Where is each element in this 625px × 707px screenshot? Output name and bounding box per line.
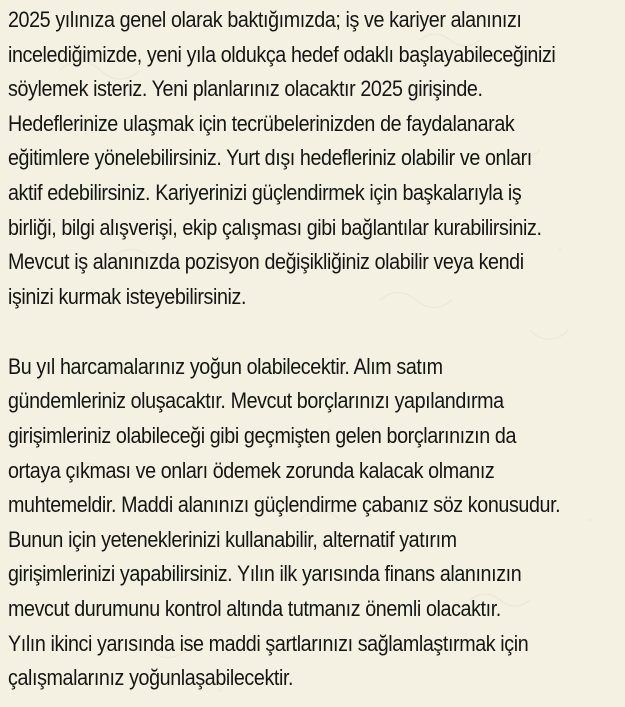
article-body bbox=[8, 3, 561, 696]
paragraph-line: gündemleriniz oluşacaktır. Mevcut borçlarınızı yapılandırma bbox=[8, 388, 504, 414]
paragraph-line: işinizi kurmak isteyebilirsiniz. bbox=[8, 283, 247, 309]
paragraph-line: Bu yıl harcamalarınız yoğun olabilecektir. Alım satım bbox=[8, 353, 443, 379]
paragraph-line: girişimlerinizi yapabilirsiniz. Yılın ilk yarısında finans alanınızın bbox=[8, 561, 522, 587]
paragraph-line: Hedeflerinize ulaşmak için tecrübelerinizden de faydalanarak bbox=[8, 110, 515, 136]
paragraph-line: muhtemeldir. Maddi alanınızı güçlendirme çabanız söz konusudur. bbox=[8, 492, 561, 518]
paragraph-line: girişimleriniz olabileceği gibi geçmişten gelen borçlarınızın da bbox=[8, 423, 517, 449]
paragraph-line: eğitimlere yönelebilirsiniz. Yurt dışı hedefleriniz olabilir ve onları bbox=[8, 145, 532, 171]
paragraph-line: Bunun için yeteneklerinizi kullanabilir, alternatif yatırım bbox=[8, 526, 457, 552]
paragraph-spacer bbox=[8, 314, 547, 350]
paragraph-line: birliği, bilgi alışverişi, ekip çalışması gibi bağlantılar kurabilirsiniz. bbox=[8, 214, 542, 240]
paragraph-line: ortaya çıkması ve onları ödemek zorunda kalacak olmanız bbox=[8, 457, 495, 483]
paragraph-line: incelediğimizde, yeni yıla oldukça hedef odaklı başlayabileceğinizi bbox=[8, 41, 556, 67]
paragraph-line: mevcut durumunu kontrol altında tutmanız önemli olacaktır. bbox=[8, 596, 501, 621]
paragraph-2 bbox=[8, 350, 561, 696]
paragraph-line: aktif edebilirsiniz. Kariyerinizi güçlendirmek için başkalarıyla iş bbox=[8, 179, 522, 205]
paragraph-line: Mevcut iş alanınızda pozisyon değişikliğiniz olabilir veya kendi bbox=[8, 249, 524, 275]
paragraph-line: Yılın ikinci yarısında ise maddi şartlarınızı sağlamlaştırmak için bbox=[8, 630, 529, 656]
paragraph-line: söylemek isteriz. Yeni planlarınız olacaktır 2025 girişinde. bbox=[8, 76, 483, 102]
paragraph-line: 2025 yılınıza genel olarak baktığımızda; iş ve kariyer alanınızı bbox=[8, 7, 522, 32]
paragraph-line: çalışmalarınız yoğunlaşabilecektir. bbox=[8, 665, 294, 691]
paragraph-1 bbox=[8, 3, 556, 314]
